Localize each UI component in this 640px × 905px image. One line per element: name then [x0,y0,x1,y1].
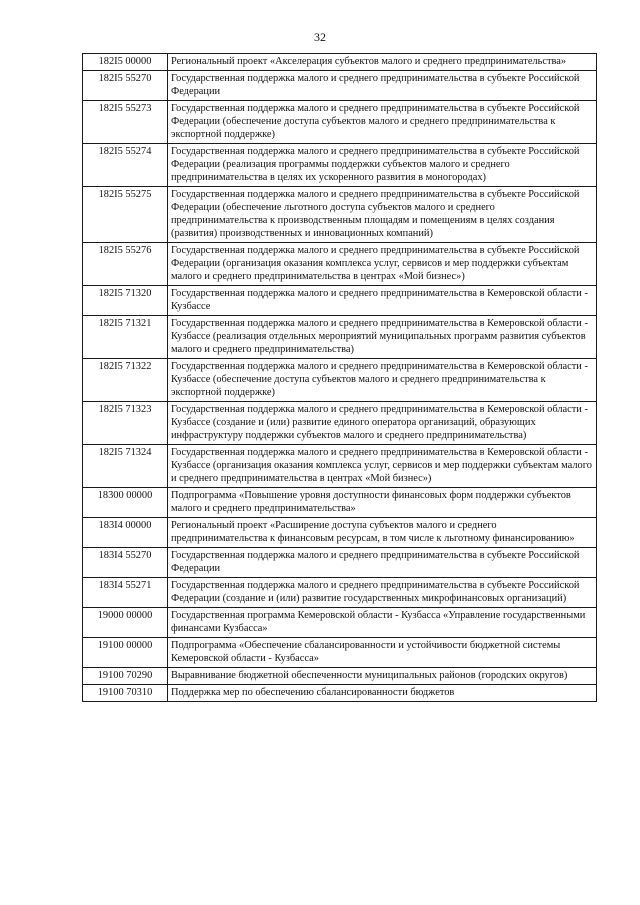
table-row [83,101,597,144]
row-name: Государственная поддержка малого и среднего предпринимательства в Кемеровской области - Кузбассе [168,286,597,316]
row-name: Государственная поддержка малого и среднего предпринимательства в Кемеровской области - Кузбассе (реализация отдельных мероприятий муниципальных программ развития субъектов малого и среднего предпринимательства) [168,316,597,359]
row-name: Государственная поддержка малого и среднего предпринимательства в Кемеровской области - Кузбассе (организация оказания комплекса услуг, сервисов и мер поддержки субъектам малого и среднего предпринимательства в центрах «Мой бизнес») [168,445,597,488]
row-name: Подпрограмма «Повышение уровня доступности финансовых форм поддержки субъектов малого и среднего предпринимательства» [168,488,597,518]
row-name: Поддержка мер по обеспечению сбалансированности бюджетов [168,685,597,702]
row-code: 182I5 55273 [83,101,168,144]
table-row [83,243,597,286]
table-row [83,71,597,101]
table-row [83,608,597,638]
row-code: 183I4 55271 [83,578,168,608]
table-row [83,668,597,685]
row-name: Региональный проект «Акселерация субъектов малого и среднего предпринимательства» [168,54,597,71]
row-name: Государственная поддержка малого и среднего предпринимательства в субъекте Российской Федерации [168,548,597,578]
row-name: Государственная программа Кемеровской области - Кузбасса «Управление государственными финансами Кузбасса» [168,608,597,638]
row-code: 19000 00000 [83,608,168,638]
row-code: 182I5 71322 [83,359,168,402]
row-name: Государственная поддержка малого и среднего предпринимательства в субъекте Российской Федерации (обеспечение льготного доступа субъектов малого и среднего предпринимательства к производственным площадям и помещениям в целях создания (развития) производственных и инновационных компаний) [168,187,597,243]
table-row [83,316,597,359]
row-code: 182I5 55274 [83,144,168,187]
row-name: Государственная поддержка малого и среднего предпринимательства в субъекте Российской Федерации (обеспечение доступа субъектов малого и среднего предпринимательства к экспортной поддержке) [168,101,597,144]
row-code: 19100 70290 [83,668,168,685]
row-code: 182I5 55270 [83,71,168,101]
row-name: Выравнивание бюджетной обеспеченности муниципальных районов (городских округов) [168,668,597,685]
row-name: Государственная поддержка малого и среднего предпринимательства в субъекте Российской Федерации (организация оказания комплекса услуг, сервисов и мер поддержки субъектам малого и среднего предпринимательства в центрах «Мой бизнес») [168,243,597,286]
table-row [83,402,597,445]
row-name: Государственная поддержка малого и среднего предпринимательства в субъекте Российской Федерации [168,71,597,101]
row-code: 182I5 55275 [83,187,168,243]
table-row [83,578,597,608]
row-name: Государственная поддержка малого и среднего предпринимательства в субъекте Российской Федерации (реализация программы поддержки субъектов малого и среднего предпринимательства в целях их ускоренного развития в моногородах) [168,144,597,187]
row-code: 182I5 71321 [83,316,168,359]
table-row [83,518,597,548]
row-code: 182I5 71323 [83,402,168,445]
row-name: Подпрограмма «Обеспечение сбалансированности и устойчивости бюджетной системы Кемеровской области - Кузбасса» [168,638,597,668]
row-name: Государственная поддержка малого и среднего предпринимательства в субъекте Российской Федерации (создание и (или) развитие государственных микрофинансовых организаций) [168,578,597,608]
table-row [83,685,597,702]
row-name: Региональный проект «Расширение доступа субъектов малого и среднего предпринимательства к финансовым ресурсам, в том числе к льготному финансированию» [168,518,597,548]
row-code: 182I5 71320 [83,286,168,316]
table-row [83,488,597,518]
table-row [83,286,597,316]
row-code: 19100 70310 [83,685,168,702]
row-code: 183I4 00000 [83,518,168,548]
row-code: 18300 00000 [83,488,168,518]
page-number: 32 [314,30,326,44]
table-row [83,359,597,402]
table-row [83,445,597,488]
table-row [83,548,597,578]
row-code: 182I5 55276 [83,243,168,286]
table-row [83,638,597,668]
budget-classification-table [82,53,597,702]
row-name: Государственная поддержка малого и среднего предпринимательства в Кемеровской области - Кузбассе (создание и (или) развитие единого оператора организаций, образующих инфраструктуру поддержки субъектов малого и среднего предпринимательства) [168,402,597,445]
table-body [83,54,597,702]
table-row [83,54,597,71]
row-code: 183I4 55270 [83,548,168,578]
table-row [83,144,597,187]
row-code: 182I5 71324 [83,445,168,488]
row-name: Государственная поддержка малого и среднего предпринимательства в Кемеровской области - Кузбассе (обеспечение доступа субъектов малого и среднего предпринимательства к экспортной поддержке) [168,359,597,402]
row-code: 182I5 00000 [83,54,168,71]
row-code: 19100 00000 [83,638,168,668]
table-row [83,187,597,243]
